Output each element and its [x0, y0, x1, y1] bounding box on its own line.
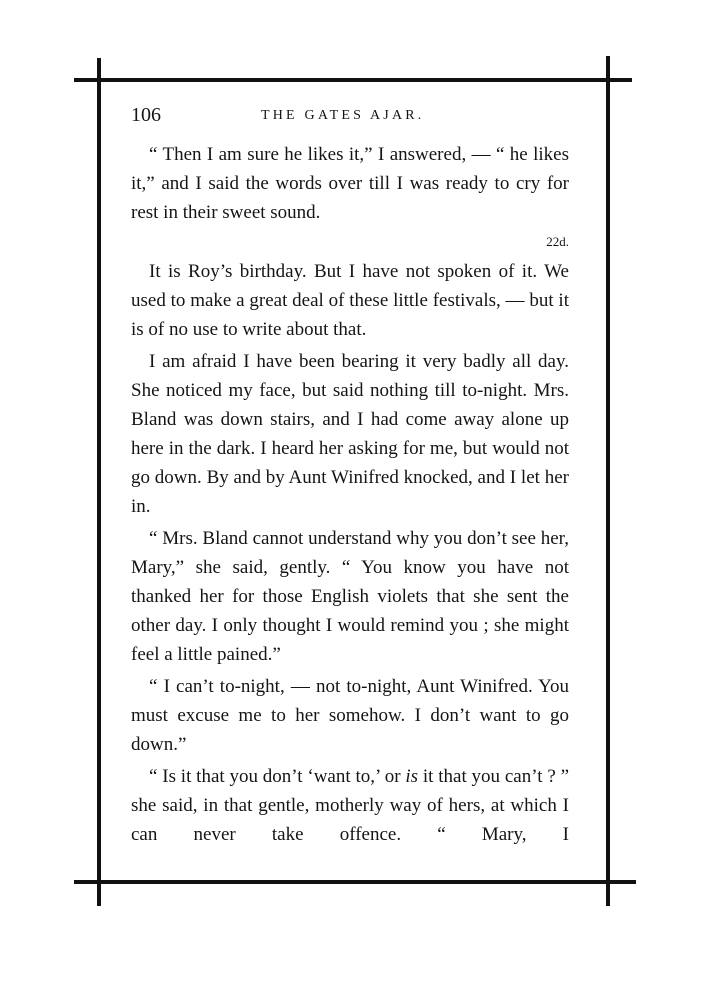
top-border-rule: [74, 78, 632, 82]
paragraph: It is Roy’s birthday. But I have not spoken of it. We used to make a great deal of these little festivals, — but it is of no use to write about that.: [131, 261, 569, 340]
paragraph: “ Mrs. Bland cannot understand why you don’t see her, Mary,” she said, gently. “ You know you have not thanked her for those English violets that she sent the other day. I only thought I would remind you ; she might feel a little pained.”: [131, 528, 569, 665]
paragraph: “ I can’t to-night, — not to-night, Aunt Winifred. You must excuse me to her somehow. I don’t want to go down.”: [131, 676, 569, 755]
paragraph: I am afraid I have been bearing it very badly all day. She noticed my face, but said nothing till to-night. Mrs. Bland was down stairs, and I had come away alone up here in the dark. I heard her asking for me, but would not go down. By and by Aunt Winifred knocked, and I let her in.: [131, 351, 569, 517]
paragraph-text: it that you can’t ? ” she said, in that gentle, motherly way of hers, at which I can never take offence. “ Mary, I: [131, 766, 569, 845]
emphasized-word: is: [405, 766, 419, 787]
running-title: THE GATES AJAR.: [261, 108, 425, 123]
right-border-rule: [606, 56, 610, 906]
page-number: 106: [131, 104, 161, 126]
running-head: [131, 103, 569, 127]
paragraph: [131, 762, 569, 849]
paragraph-text: “ Is it that you don’t ‘want to,’ or: [149, 766, 406, 787]
bottom-border-rule: [74, 880, 636, 884]
entry-date: 22d.: [546, 234, 569, 249]
body-text: [131, 140, 569, 849]
left-border-rule: [97, 58, 101, 906]
paragraph: “ Then I am sure he likes it,” I answered, — “ he likes it,” and I said the words over till I was ready to cry for rest in their sweet sound.: [131, 144, 569, 223]
